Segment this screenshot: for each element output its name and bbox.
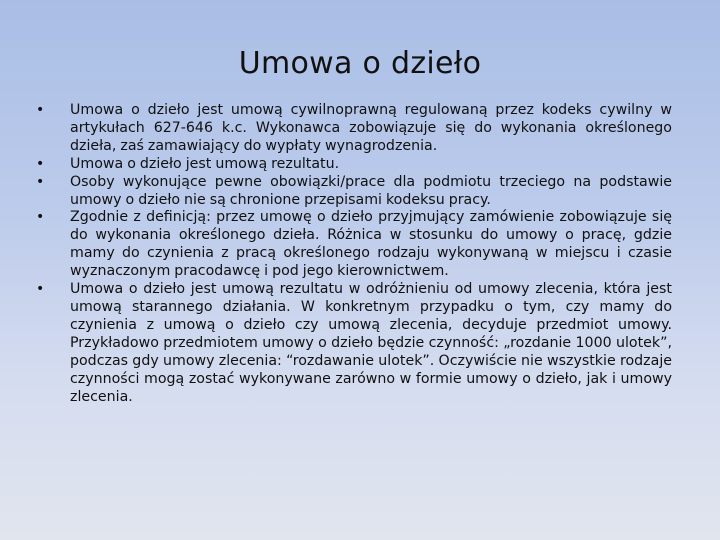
- bullet-dot-icon: •: [36, 102, 45, 118]
- bullet-item-4: [36, 209, 672, 281]
- bullet-dot-icon: •: [36, 281, 45, 298]
- slide-title: Umowa o dzieło: [238, 46, 482, 81]
- bullet-text: Zgodnie z definicją: przez umowę o dzieło przyjmujący zamówienie zobowiązuje się do wykonania określonego dzieła. Różnica w stosunku do umowy o pracę, gdzie mamy do czynienia z pracą określonego rodzaju wykonywaną w miejscu i czasie wyznaczonym pracodawcę i pod jego kierownictwem.: [70, 209, 672, 280]
- bullet-text: Umowa o dzieło jest umową cywilnoprawną regulowaną przez kodeks cywilny w artykułach 627-646 k.c. Wykonawca zobowiązuje się do wykonania określonego dzieła, zaś zamawiający do wypłaty wynagrodzenia.: [70, 102, 672, 154]
- bullet-item-2: [36, 156, 672, 174]
- bullet-dot-icon: •: [36, 209, 45, 226]
- bullet-dot-icon: •: [36, 173, 45, 190]
- bullet-text: Umowa o dzieło jest umową rezultatu.: [70, 155, 340, 172]
- bullet-item-5: [36, 281, 672, 406]
- bullet-item-3: [36, 174, 672, 210]
- bullet-text: Umowa o dzieło jest umową rezultatu w odróżnieniu od umowy zlecenia, która jest umową starannego działania. W konkretnym przypadku o tym, czy mamy do czynienia z umową o dzieło czy umową zlecenia, decyduje przedmiot umowy. Przykładowo przedmiotem umowy o dzieło będzie czynność: „rozdanie 1000 ulotek”, podczas gdy umowy zlecenia: “rozdawanie ulotek”. Oczywiście nie wszystkie rodzaje czynności mogą zostać wykonywane zarówno w formie umowy o dzieło, jak i umowy zlecenia.: [70, 281, 672, 405]
- bullet-list: [36, 102, 672, 406]
- bullet-text: Osoby wykonujące pewne obowiązki/prace dla podmiotu trzeciego na podstawie umowy o dzieło nie są chronione przepisami kodeksu pracy.: [70, 173, 672, 208]
- bullet-dot-icon: •: [36, 155, 45, 172]
- bullet-item-1: [36, 102, 672, 156]
